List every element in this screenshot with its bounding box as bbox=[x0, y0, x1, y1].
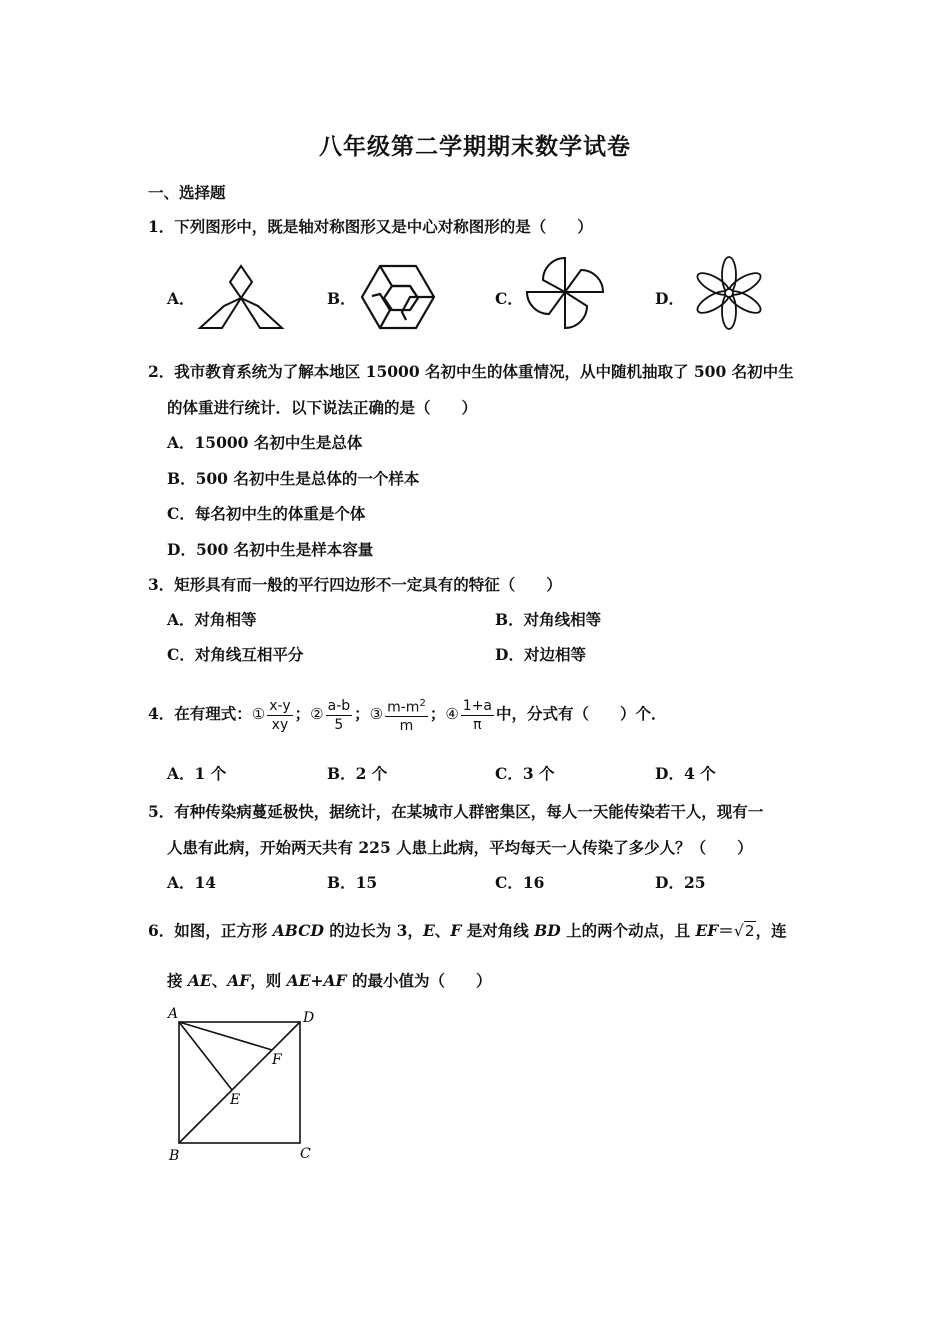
q6-var-f: F bbox=[450, 921, 462, 940]
q6-var-af: AF bbox=[227, 971, 251, 990]
q4-fraction-2 bbox=[326, 697, 353, 734]
q5-option-d: D．25 bbox=[655, 873, 706, 892]
q6-text: ＝ bbox=[718, 921, 734, 940]
q3-option-a: A．对角相等 bbox=[167, 610, 257, 629]
q4-fraction-1 bbox=[267, 697, 292, 734]
q4-marker-4: ④ bbox=[445, 705, 459, 723]
page-title: 八年级第二学期期末数学试卷 bbox=[319, 133, 631, 160]
q6-text: 的边长为 3， bbox=[323, 921, 423, 940]
q4-separator-1: ； bbox=[294, 704, 311, 723]
q6-text: 的最小值为（ ） bbox=[346, 971, 492, 990]
q5-option-b: B．15 bbox=[327, 873, 378, 892]
q5-stem-line2: 人患有此病，开始两天共有 225 人患上此病，平均每天一人传染了多少人？（ ） bbox=[167, 838, 753, 857]
q6-stem-line1 bbox=[148, 921, 787, 941]
q1-option-a-label: A． bbox=[167, 289, 195, 308]
label-f: F bbox=[272, 1052, 282, 1068]
q3-option-b: B．对角线相等 bbox=[495, 610, 602, 629]
q6-text: 、 bbox=[434, 921, 451, 940]
label-d: D bbox=[303, 1010, 315, 1026]
q4-option-d: D．4 个 bbox=[655, 764, 716, 783]
q6-text: ，连 bbox=[755, 921, 787, 940]
q4-option-b: B．2 个 bbox=[327, 764, 388, 783]
q4-fraction-3-exponent: 2 bbox=[419, 697, 426, 709]
q4-fraction-1-denominator: xy bbox=[271, 716, 289, 733]
q4-marker-2: ② bbox=[310, 705, 324, 723]
q4-fraction-2-denominator: 5 bbox=[334, 716, 344, 733]
q6-var-abcd: ABCD bbox=[272, 921, 324, 940]
q6-var-bd: BD bbox=[534, 921, 561, 940]
q4-fraction-3 bbox=[385, 695, 428, 736]
q2-stem-line2: 的体重进行统计．以下说法正确的是（ ） bbox=[167, 398, 478, 417]
q6-var-ae-plus-af: AE+AF bbox=[286, 971, 347, 990]
q6-text: 、 bbox=[211, 971, 228, 990]
q4-fraction-1-numerator: x-y bbox=[269, 697, 291, 714]
q4-fraction-4-denominator: π bbox=[473, 716, 482, 733]
q4-fraction-4 bbox=[461, 697, 494, 734]
q4-prefix: 4．在有理式： bbox=[148, 704, 252, 723]
q6-sqrt: √2 bbox=[733, 922, 755, 940]
q5-option-c: C．16 bbox=[495, 873, 545, 892]
q6-text: 接 bbox=[167, 971, 188, 990]
q6-square-diagram bbox=[160, 1000, 330, 1170]
q1-figure-c bbox=[523, 252, 607, 332]
q2-option-d: D．500 名初中生是样本容量 bbox=[167, 540, 374, 559]
q4-marker-1: ① bbox=[251, 705, 266, 723]
q4-marker-3: ③ bbox=[369, 705, 384, 723]
q4-fraction-4-numerator: 1+a bbox=[462, 697, 492, 714]
q6-var-e: E bbox=[422, 921, 435, 940]
q4-fraction-3-numerator bbox=[385, 695, 428, 718]
q2-stem-line1: 2．我市教育系统为了解本地区 15000 名初中生的体重情况，从中随机抽取了 500 名初中生 bbox=[148, 362, 794, 381]
q3-option-c: C．对角线互相平分 bbox=[167, 645, 304, 664]
q4-separator-2: ； bbox=[354, 704, 370, 723]
q1-stem: 1．下列图形中，既是轴对称图形又是中心对称图形的是（ ） bbox=[148, 217, 593, 236]
q2-option-b: B．500 名初中生是总体的一个样本 bbox=[167, 469, 420, 488]
q4-fraction-3-base: m-m bbox=[387, 699, 420, 716]
label-b: B bbox=[169, 1148, 180, 1164]
q5-option-a: A．14 bbox=[167, 873, 217, 892]
q2-option-a: A．15000 名初中生是总体 bbox=[167, 433, 363, 452]
label-c: C bbox=[300, 1146, 311, 1162]
segment-af bbox=[179, 1022, 272, 1050]
q6-text: 上的两个动点，且 bbox=[560, 921, 696, 940]
q1-option-b-label: B． bbox=[327, 289, 356, 308]
q4-fraction-3-denominator: m bbox=[399, 718, 414, 735]
q2-option-c: C．每名初中生的体重是个体 bbox=[167, 504, 366, 523]
q6-var-ae: AE bbox=[187, 971, 212, 990]
q1-option-c-label: C． bbox=[495, 289, 523, 308]
q4-option-a: A．1 个 bbox=[167, 764, 227, 783]
q5-stem-line1: 5．有种传染病蔓延极快，据统计，在某城市人群密集区，每人一天能传染若干人，现有一 bbox=[148, 802, 764, 821]
q1-figure-b bbox=[358, 262, 438, 332]
segment-ae bbox=[179, 1022, 232, 1090]
q3-option-d: D．对边相等 bbox=[495, 645, 586, 664]
label-a: A bbox=[168, 1006, 179, 1022]
q6-text: ，则 bbox=[250, 971, 287, 990]
q4-fraction-2-numerator: a-b bbox=[327, 697, 351, 714]
q6-var-ef: EF bbox=[695, 921, 719, 940]
q4-option-c: C．3 个 bbox=[495, 764, 555, 783]
q6-stem-line2 bbox=[167, 971, 491, 991]
q6-text: 6．如图，正方形 bbox=[148, 921, 273, 940]
q6-text: 是对角线 bbox=[461, 921, 535, 940]
q4-suffix: 中，分式有（ ）个． bbox=[496, 704, 667, 723]
q1-figure-a bbox=[196, 262, 286, 332]
q6-sqrt-radicand: 2 bbox=[744, 922, 755, 940]
q4-stem bbox=[148, 692, 667, 736]
q1-option-d-label: D． bbox=[655, 289, 684, 308]
q1-figure-d bbox=[688, 254, 770, 334]
q3-stem: 3．矩形具有而一般的平行四边形不一定具有的特征（ ） bbox=[148, 575, 562, 594]
label-e: E bbox=[230, 1092, 241, 1108]
section-heading: 一、选择题 bbox=[148, 183, 226, 202]
q4-separator-3: ； bbox=[429, 704, 446, 723]
